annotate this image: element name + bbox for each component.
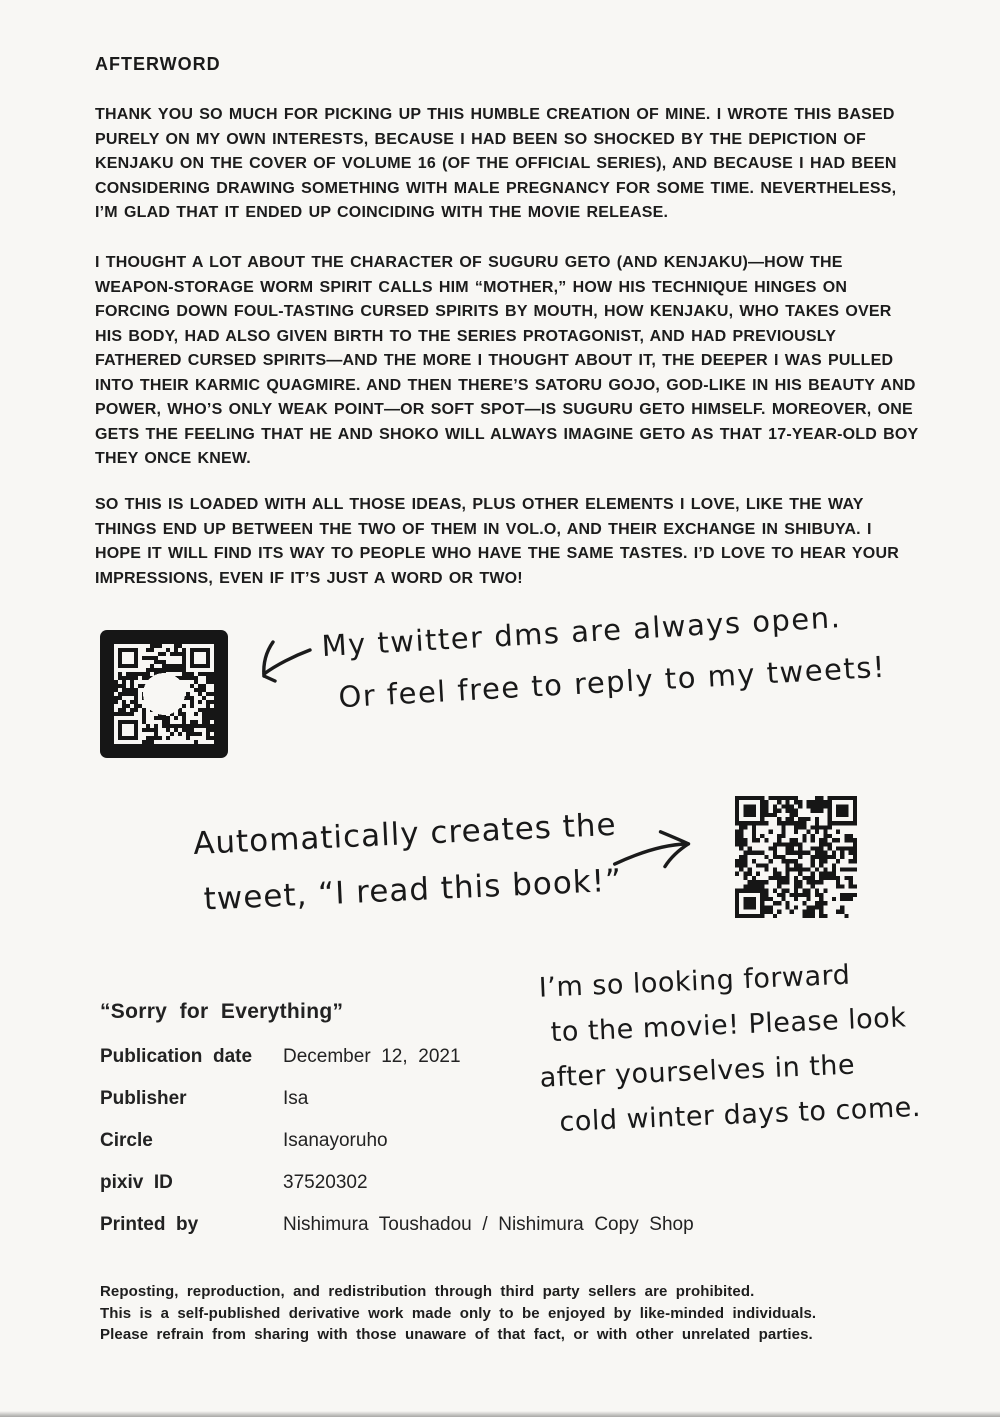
colophon-label: pixiv ID — [100, 1172, 173, 1193]
colophon-value: Isanayoruho — [283, 1130, 388, 1151]
disclaimer-line-2: This is a self-published derivative work made only to be enjoyed by like-minded individuals. — [100, 1304, 817, 1322]
tweet-qr-code-icon — [735, 796, 857, 918]
colophon-label: Publisher — [100, 1088, 187, 1109]
disclaimer-line-3: Please refrain from sharing with those unaware of that fact, or with other unrelated parties. — [100, 1326, 813, 1343]
tweet-note — [192, 797, 623, 928]
movie-note-line-4: cold winter days to come. — [558, 1091, 922, 1138]
right-arrow-icon — [611, 827, 706, 879]
colophon-value: December 12, 2021 — [283, 1046, 461, 1067]
colophon-row-pixiv-id — [100, 1172, 740, 1194]
colophon-label: Publication date — [100, 1046, 253, 1067]
page-title: AFTERWORD — [95, 54, 221, 74]
movie-note-line-3: after yourselves in the — [539, 1049, 856, 1094]
twitter-qr-code-icon — [100, 630, 228, 758]
colophon-label: Printed by — [100, 1214, 199, 1235]
afterword-paragraph-2: I THOUGHT A LOT ABOUT THE CHARACTER OF SUGURU GETO (AND KENJAKU)—HOW THE WEAPON-STORAGE WORM SPIRIT CALLS HIM “MOTHER,” HOW HIS TECHNIQUE HINGES ON FORCING DOWN FOUL-TASTING CURSED SPIRITS BY MOUTH, HOW KENJAKU, WHO TAKES OVER HIS BODY, HAD ALSO GIVEN BIRTH TO THE SERIES PROTAGONIST, AND HAD PREVIOUSLY FATHERED CURSED SPIRITS—AND THE MORE I THOUGHT ABOUT IT, THE DEEPER I WAS PULLED INTO THEIR KARMIC QUAGMIRE. AND THEN THERE’S SATORU GOJO, GOD-LIKE IN HIS BEAUTY AND POWER, WHO’S ONLY WEAK POINT—OR SOFT SPOT—IS SUGURU GETO HIMSELF. MOREOVER, ONE GETS THE FEELING THAT HE AND SHOKO WILL ALWAYS IMAGINE GETO AS THAT 17-YEAR-OLD BOY THEY ONCE KNEW. — [95, 254, 919, 467]
twitter-note-line-2: Or feel free to reply to my tweets! — [337, 649, 887, 715]
colophon-label: Circle — [100, 1130, 153, 1151]
scan-edge-shadow — [0, 1411, 1000, 1417]
twitter-note — [320, 589, 887, 724]
tweet-note-line-1: Automatically creates the — [192, 806, 618, 862]
movie-note-line-2: to the movie! Please look — [550, 1002, 907, 1049]
twitter-note-line-1: My twitter dms are always open. — [320, 600, 843, 664]
movie-note-line-1: I’m so looking forward — [538, 959, 851, 1004]
colophon-value: 37520302 — [283, 1172, 368, 1193]
book-title: “Sorry for Everything” — [100, 1000, 344, 1023]
colophon-value: Nishimura Toushadou / Nishimura Copy Shop — [283, 1214, 694, 1235]
afterword-paragraph-1: THANK YOU SO MUCH FOR PICKING UP THIS HUMBLE CREATION OF MINE. I WROTE THIS BASED PURELY ON MY OWN INTERESTS, BECAUSE I HAD BEEN SO SHOCKED BY THE DEPICTION OF KENJAKU ON THE COVER OF VOLUME 16 (OF THE OFFICIAL SERIES), AND BECAUSE I HAD BEEN CONSIDERING DRAWING SOMETHING WITH MALE PREGNANCY FOR SOME TIME. NEVERTHELESS, I’M GLAD THAT IT ENDED UP COINCIDING WITH THE MOVIE RELEASE. — [95, 106, 897, 221]
curved-left-arrow-icon — [256, 638, 314, 694]
colophon-value: Isa — [283, 1088, 309, 1109]
colophon-row-printed-by — [100, 1214, 740, 1236]
afterword-paragraph-3: SO THIS IS LOADED WITH ALL THOSE IDEAS, PLUS OTHER ELEMENTS I LOVE, LIKE THE WAY THINGS END UP BETWEEN THE TWO OF THEM IN VOL.O, AND THEIR EXCHANGE IN SHIBUYA. I HOPE IT WILL FIND ITS WAY TO PEOPLE WHO HAVE THE SAME TASTES. I’D LOVE TO HEAR YOUR IMPRESSIONS, EVEN IF IT’S JUST A WORD OR TWO! — [95, 496, 899, 587]
disclaimer — [100, 1281, 930, 1346]
tweet-note-line-2: tweet, “I read this book!” — [202, 862, 623, 918]
movie-note — [532, 950, 922, 1146]
disclaimer-line-1: Reposting, reproduction, and redistribution through third party sellers are prohibited. — [100, 1283, 755, 1300]
